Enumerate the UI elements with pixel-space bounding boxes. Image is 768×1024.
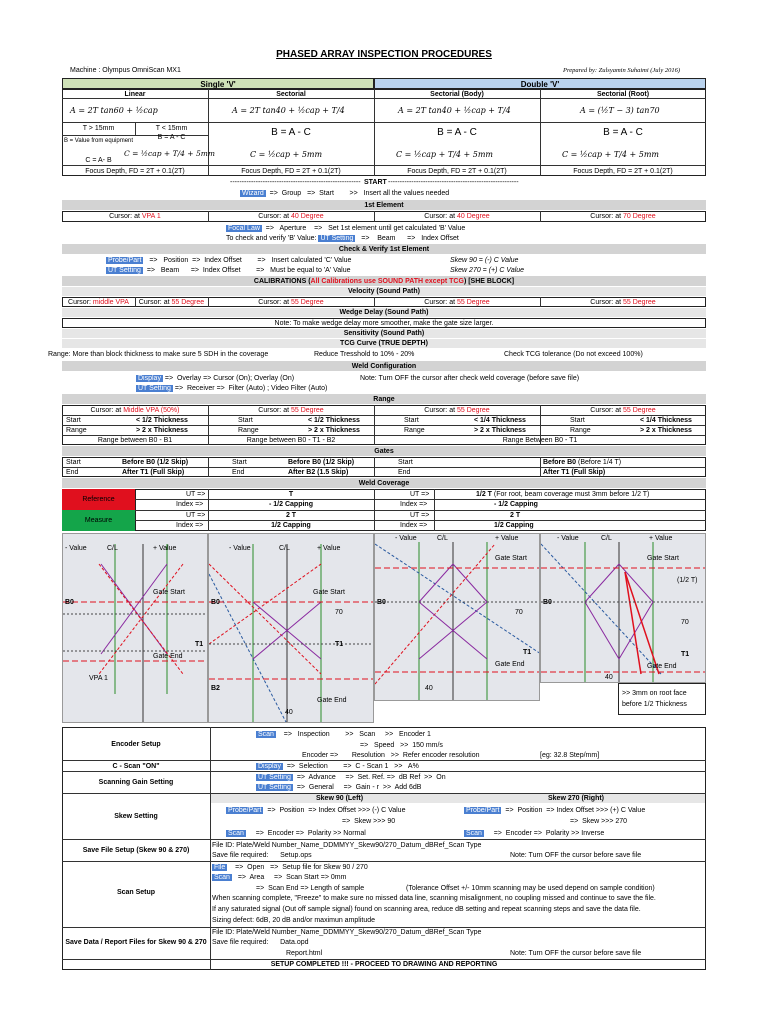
wizard-row: Wizard => Group => Start >> Insert all the values needed: [242, 190, 450, 197]
page-title: PHASED ARRAY INSPECTION PROCEDURES: [276, 49, 492, 60]
formula-c-body: C = ½cap + T/4 + 5mm: [396, 150, 493, 159]
tcg-range: Range: More than block thickness to make sure 5 SDH in the coverage: [48, 351, 269, 358]
diagram-sectorial: - Value C/L + Value Gate Start B0 70 T1 B2 Gate End 40: [208, 533, 374, 723]
skew270-note: Skew 270 = (+) C Value: [450, 267, 525, 274]
section-tcg: TCG Curve (TRUE DEPTH): [340, 340, 428, 347]
root-note-2: before 1/2 Thickness: [622, 701, 687, 708]
diagram-linear: - Value C/L + Value Gate Start B0 T1 Gate End VPA 1: [62, 533, 208, 723]
double-v-header: Double 'V': [374, 78, 706, 89]
c-ab: C = A- B: [85, 157, 112, 164]
deg40-sect: 40 Degree: [290, 213, 324, 220]
formula-linear: A = 2T tan60 + ½cap: [70, 106, 158, 115]
save-file-setup-label: Save File Setup (Skew 90 & 270): [82, 847, 190, 854]
focal-law-row: Focal Law => Aperture => Set 1st element until get calculated 'B' Value: [228, 225, 466, 232]
probe-part-button-1[interactable]: Probe/Part: [108, 257, 142, 264]
start-dashes-left: --------------------------------------------------------: [230, 179, 361, 186]
formula-sectorial: A = 2T tan40 + ½cap + T/4: [232, 106, 345, 115]
deg70-root: 70 Degree: [622, 213, 656, 220]
formula-root: A = (½T − 3) tan70: [580, 106, 660, 115]
section-wedge-delay: Wedge Delay (Sound Path): [339, 309, 429, 316]
skew90-left-header: Skew 90 (Left): [316, 795, 364, 802]
range-b0b1: Range between B0 - B1: [97, 437, 173, 444]
section-weld-coverage: Weld Coverage: [358, 480, 410, 487]
vpa1-red: VPA 1: [141, 213, 161, 220]
b-eq-sectorial: B = A - C: [271, 127, 311, 138]
wedge-note: Note: To make wedge delay more smoother, make the gate size larger.: [274, 320, 494, 327]
note-off-before-1: Note: Turn OFF the cursor before save file: [510, 852, 642, 859]
skew270-right-header: Skew 270 (Right): [548, 795, 605, 802]
section-weld-config: Weld Configuration: [351, 363, 417, 370]
probe-part-row: Probe/Part => Position => Index Offset => Insert calculated 'C' Value: [108, 257, 352, 264]
display-button-2[interactable]: Display: [258, 763, 281, 770]
deg40-body: 40 Degree: [456, 213, 490, 220]
section-sensitivity: Sensitivity (Sound Path): [343, 330, 425, 337]
section-range: Range: [373, 396, 395, 403]
measure-label: Measure: [84, 517, 113, 524]
b-ac-small: B = A - C: [157, 134, 186, 141]
scan-button-1[interactable]: Scan: [258, 731, 274, 738]
ut-setting-button-2[interactable]: UT Setting: [108, 267, 141, 274]
single-v-header: Single 'V': [62, 78, 374, 89]
section-gates: Gates: [374, 448, 394, 455]
focus-root: Focus Depth, FD = 2T + 0.1(2T): [573, 168, 673, 175]
freeze-note: When scanning complete, "Freeze" to make sure no missed data line, scanning misalignment, no coupling missed and continue to save the file.: [212, 895, 656, 902]
reference-label: Reference: [82, 496, 115, 503]
range-b0t1: Range Between B0 - T1: [502, 437, 578, 444]
col-sectorial: Sectorial: [276, 91, 306, 98]
probe-part-button-2[interactable]: Probe/Part: [228, 807, 262, 814]
cscan-on-label: C - Scan "ON": [112, 763, 160, 770]
focus-sectorial: Focus Depth, FD = 2T + 0.1(2T): [241, 168, 341, 175]
tcg-reduce: Reduce Tresshold to 10% - 20%: [314, 351, 415, 358]
b-value-equipment: B = Value from equipment: [63, 138, 134, 144]
start-label: START: [364, 179, 387, 186]
section-check-verify: Check & Verify 1st Element: [338, 246, 430, 253]
focal-law-button[interactable]: Focal Law: [228, 225, 260, 232]
scanning-gain-label: Scanning Gain Setting: [98, 779, 174, 786]
scan-setup-label: Scan Setup: [116, 889, 156, 896]
scan-button-3[interactable]: Scan: [466, 830, 482, 837]
tcg-check: Check TCG tolerance (Do not exceed 100%): [504, 351, 643, 358]
t-lt-15: T < 15mm: [155, 125, 188, 132]
b-eq-root: B = A - C: [603, 127, 643, 138]
encoder-setup-label: Encoder Setup: [111, 741, 161, 748]
probe-part-button-3[interactable]: Probe/Part: [466, 807, 500, 814]
ut-setting-button-5[interactable]: UT Setting: [258, 784, 291, 791]
col-linear: Linear: [124, 91, 146, 98]
focus-body: Focus Depth, FD = 2T + 0.1(2T): [407, 168, 507, 175]
display-button-1[interactable]: Display: [138, 375, 161, 382]
wizard-button[interactable]: Wizard: [242, 190, 264, 197]
prepared-by: Prepared by: Zulsyamin Suhaimi (July 2016): [563, 67, 681, 74]
b-eq-body: B = A - C: [437, 127, 477, 138]
section-first-element: 1st Element: [364, 202, 404, 209]
machine-label: Machine : Olympus OmniScan MX1: [70, 67, 181, 74]
setup-completed: SETUP COMPLETED !!! - PROCEED TO DRAWING AND REPORTING: [270, 961, 498, 968]
root-note-1: >> 3mm on root face: [622, 690, 687, 697]
col-sectorial-root: Sectorial (Root): [596, 91, 650, 98]
root-note-box: [618, 683, 706, 715]
formula-c-root: C = ½cap + T/4 + 5mm: [562, 150, 659, 159]
saturated-note: If any saturated signal (Out off sample signal) found on scanning area, reduce dB setting and repeat scanning steps and save the data file.: [212, 906, 641, 913]
note-turnoff: Note: Turn OFF the cursor after check weld coverage (before save file): [360, 375, 580, 382]
scan-button-2[interactable]: Scan: [228, 830, 244, 837]
ut-setting-button-1[interactable]: UT Setting: [320, 235, 354, 242]
file-id-1: File ID: Plate/Weld Number_Name_DDMMYY_Skew90/270_Datum_dBRef_Scan Type: [212, 842, 482, 849]
file-id-2: File ID: Plate/Weld Number_Name_DDMMYY_Skew90/270_Datum_dBRef_Scan Type: [212, 929, 482, 936]
skew-setting-label: Skew Setting: [114, 813, 158, 820]
ut-beam-row: UT Setting => Beam => Index Offset => Must be equal to 'A' Value: [108, 267, 351, 274]
diagram-root: - Value C/L + Value Gate Start (1/2 T) B0 70 T1 Gate End 40: [540, 533, 706, 683]
ut-setting-button-4[interactable]: UT Setting: [258, 774, 291, 781]
start-dashes-right: --------------------------------------------------------: [388, 179, 519, 186]
middle-vpa: middle VPA: [92, 299, 129, 306]
formula-c-sectorial: C = ½cap + 5mm: [250, 150, 323, 159]
range-b0t1b2: Range between B0 - T1 - B2: [246, 437, 336, 444]
scan-button-4[interactable]: Scan: [214, 874, 230, 881]
formula-c-linear: C = ½cap + T/4 + 5mm: [124, 149, 215, 158]
verify-b-row: To check and verify 'B' Value: UT Setting => Beam => Index Offset: [226, 235, 459, 242]
save-data-label: Save Data / Report Files for Skew 90 & 270: [65, 939, 207, 946]
diagram-body: - Value C/L + Value Gate Start B0 70 Gate End T1 40: [374, 533, 540, 701]
file-button[interactable]: File: [214, 864, 226, 871]
col-sectorial-body: Sectorial (Body): [430, 91, 484, 98]
ut-setting-button-3[interactable]: UT Setting: [138, 385, 171, 392]
note-off-before-2: Note: Turn OFF the cursor before save file: [510, 950, 642, 957]
skew90-note: Skew 90 = (-) C Value: [450, 257, 519, 264]
focus-linear: Focus Depth, FD = 2T + 0.1(2T): [85, 168, 185, 175]
section-calibrations: CALIBRATIONS (All Calibrations use SOUND PATH except TCG) [SHE BLOCK]: [253, 278, 515, 285]
sizing-note: Sizing defect: 6dB, 20 dB and/or maximun amplitude: [212, 917, 376, 924]
formula-body: A = 2T tan40 + ½cap + T/4: [398, 106, 511, 115]
t-gt-15: T > 15mm: [82, 125, 115, 132]
section-velocity: Velocity (Sound Path): [348, 288, 420, 295]
